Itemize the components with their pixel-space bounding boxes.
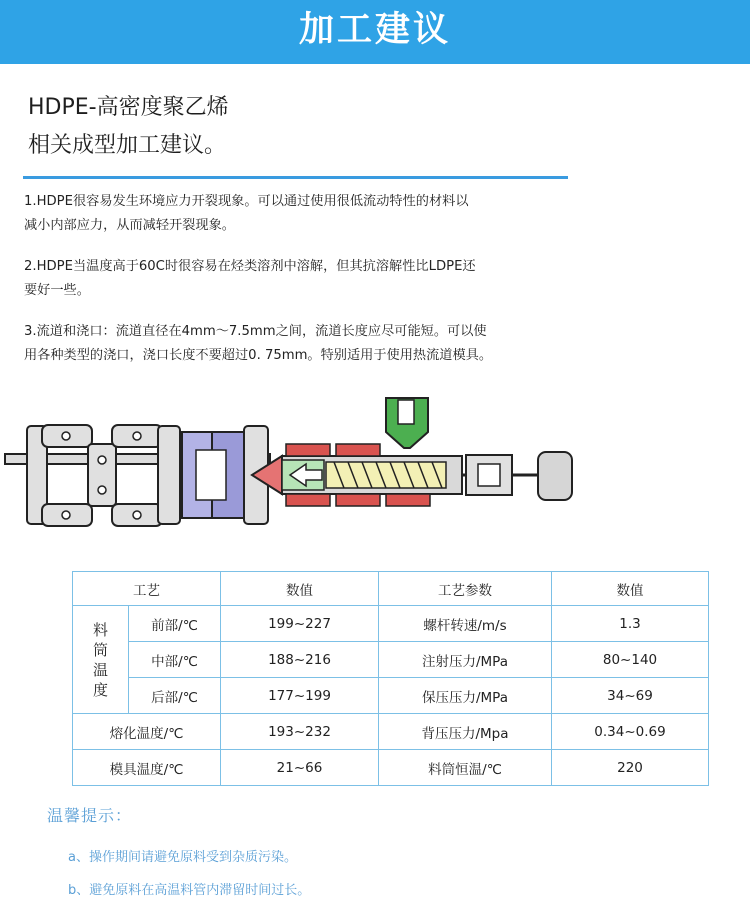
param-value-cell: 220: [552, 750, 709, 786]
param-cell: 保压压力/MPa: [379, 678, 552, 714]
mold-cavity: [196, 450, 226, 500]
table-row: [73, 642, 709, 678]
paragraph-3-line-1: 3.流道和浇口：流道直径在4mm～7.5mm之间，流道长度应尽可能短。可以使: [24, 324, 487, 339]
heater-band-2-bottom: [336, 494, 380, 506]
paragraph-1-line-2: 减小内部应力，从而减轻开裂现象。: [24, 218, 235, 233]
paragraph-3-line-2: 用各种类型的浇口，浇口长度不要超过0. 75mm。特别适用于使用热流道模具。: [24, 348, 493, 363]
tip-item-a: a、操作期间请避免原料受到杂质污染。: [68, 850, 297, 865]
screw: [326, 462, 446, 488]
value-cell: 177~199: [221, 678, 379, 714]
param-cell: 背压压力/Mpa: [379, 714, 552, 750]
heater-band-3-bottom: [386, 494, 430, 506]
paragraph-3: [24, 320, 584, 368]
barrel-temperature-label: 料筒温度: [93, 620, 109, 699]
drive-unit-window: [478, 464, 500, 486]
paragraph-2-line-2: 要好一些。: [24, 283, 90, 298]
table-row: [73, 606, 709, 642]
param-value-cell: 34~69: [552, 678, 709, 714]
process-cell: 中部/℃: [129, 642, 221, 678]
paragraph-1-line-1: 1.HDPE很容易发生环境应力开裂现象。可以通过使用很低流动特性的材料以: [24, 194, 469, 209]
paragraph-1: [24, 190, 584, 238]
hopper-window: [398, 400, 414, 424]
barrel-temperature-group: [73, 606, 129, 714]
process-cell: 前部/℃: [129, 606, 221, 642]
heater-band-1-bottom: [286, 494, 330, 506]
value-cell: 21~66: [221, 750, 379, 786]
heading-line-2: 相关成型加工建议。: [28, 133, 227, 158]
param-cell: 料筒恒温/℃: [379, 750, 552, 786]
crosshead: [88, 444, 116, 506]
table-row: [73, 750, 709, 786]
process-cell: 后部/℃: [129, 678, 221, 714]
heading-line-1: HDPE-高密度聚乙烯: [28, 95, 229, 120]
header-param-value: 数值: [552, 572, 709, 606]
process-cell: 模具温度/℃: [73, 750, 221, 786]
tips-title: 温馨提示：: [47, 806, 133, 825]
table-row: [73, 678, 709, 714]
param-value-cell: 1.3: [552, 606, 709, 642]
heater-band-1-top: [286, 444, 330, 456]
process-cell: 熔化温度/℃: [73, 714, 221, 750]
value-cell: 193~232: [221, 714, 379, 750]
heading-divider: [23, 176, 568, 179]
header-param: 工艺参数: [379, 572, 552, 606]
header-process: 工艺: [73, 572, 221, 606]
paragraph-2: [24, 255, 584, 303]
param-cell: 螺杆转速/m/s: [379, 606, 552, 642]
processing-parameters-table: [72, 571, 709, 786]
heater-band-2-top: [336, 444, 380, 456]
tip-item-b: b、避免原料在高温料管内滞留时间过长。: [68, 883, 311, 898]
param-value-cell: 80~140: [552, 642, 709, 678]
value-cell: 188~216: [221, 642, 379, 678]
table-row: [73, 714, 709, 750]
param-value-cell: 0.34~0.69: [552, 714, 709, 750]
injection-molding-machine-illustration: [0, 392, 750, 542]
header-value: 数值: [221, 572, 379, 606]
table-header-row: [73, 572, 709, 606]
title-banner: [0, 0, 750, 64]
param-cell: 注射压力/MPa: [379, 642, 552, 678]
value-cell: 199~227: [221, 606, 379, 642]
injection-cylinder: [538, 452, 572, 500]
paragraph-2-line-1: 2.HDPE当温度高于60C时很容易在烃类溶剂中溶解，但其抗溶解性比LDPE还: [24, 259, 476, 274]
banner-title: 加工建议: [298, 10, 451, 50]
moving-platen: [158, 426, 180, 524]
